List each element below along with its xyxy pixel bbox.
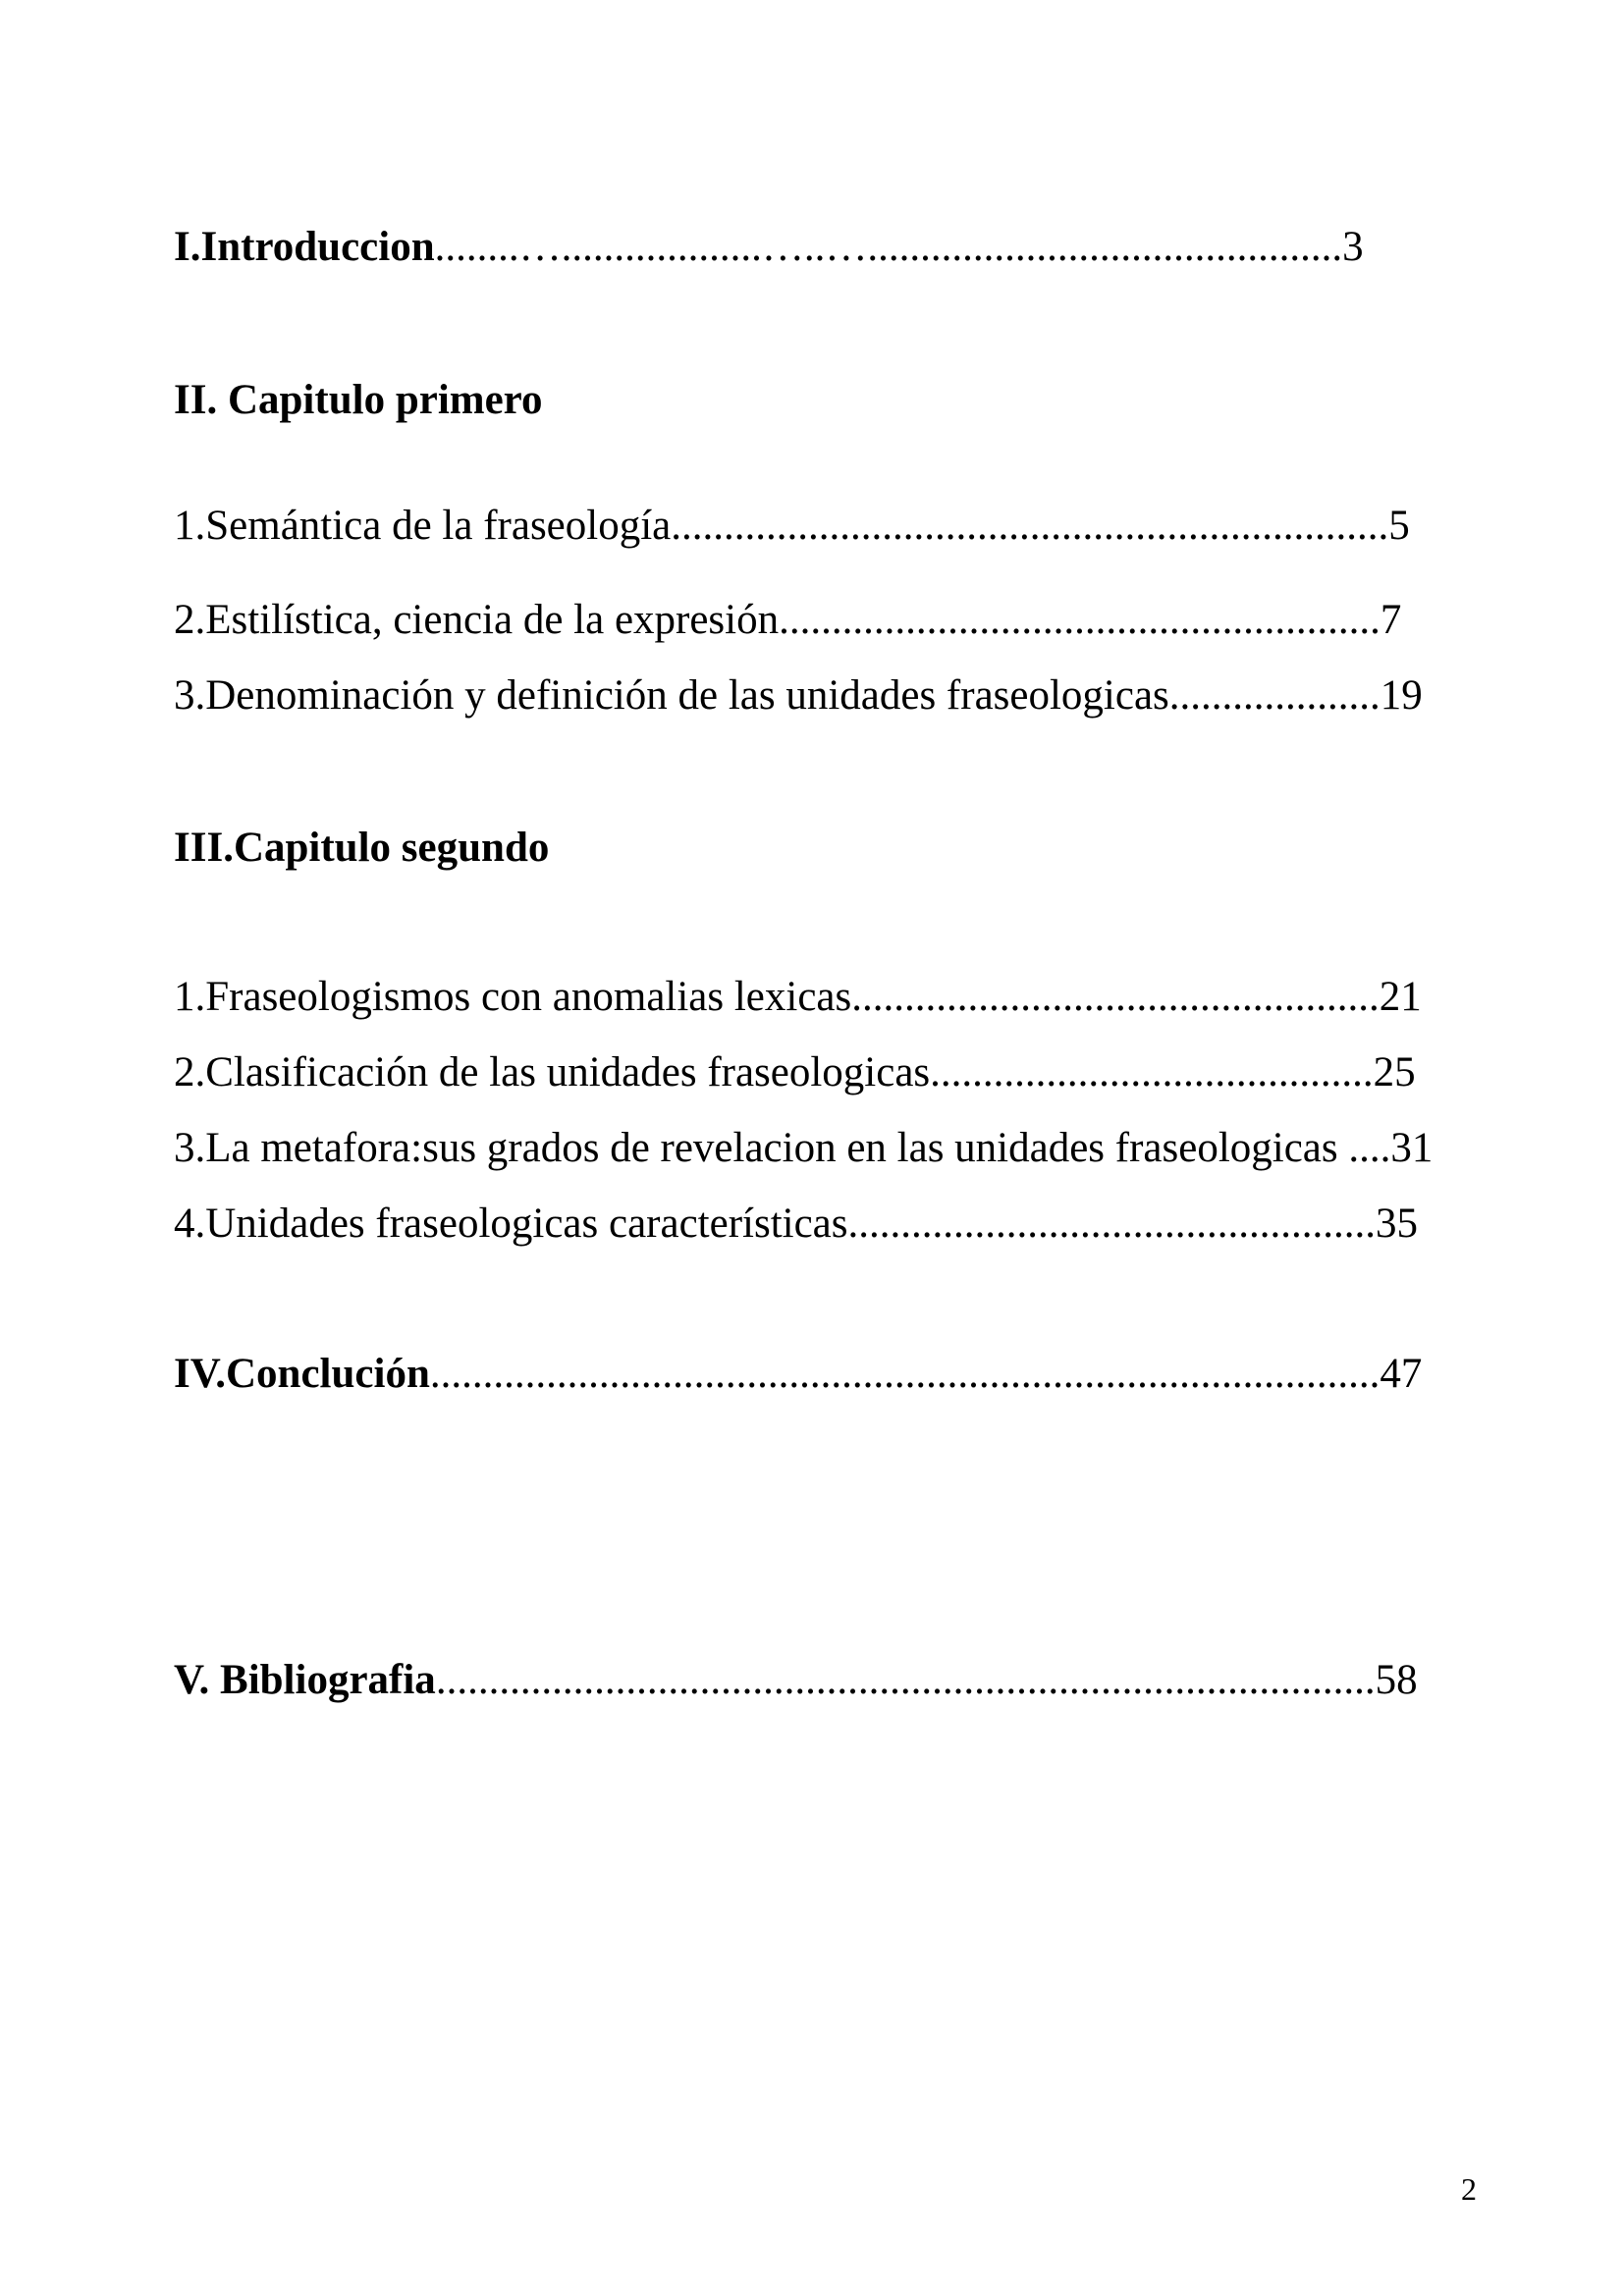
- toc-entry-text: 2.Estilística, ciencia de la expresión.........................................................: [174, 597, 1380, 643]
- toc-page-number: 5: [1388, 503, 1410, 549]
- toc-entry: [174, 1045, 1416, 1100]
- toc-entry-title: IV.Conclución: [174, 1351, 430, 1397]
- toc-page-number: 3: [1342, 224, 1364, 270]
- toc-page-number: 31: [1390, 1125, 1434, 1171]
- toc-leader-dots: ..........................................................................................: [429, 1351, 1380, 1397]
- toc-entry-title: V. Bibliografia: [174, 1657, 436, 1703]
- toc-entry-introduccion: [174, 220, 1364, 275]
- section-heading-capitulo-segundo: III.Capitulo segundo: [174, 825, 550, 871]
- toc-entry-text: 3.La metafora:sus grados de revelacion en las unidades fraseologicas ....: [174, 1125, 1391, 1171]
- toc-entry-conclucion: [174, 1347, 1422, 1402]
- toc-entry: [174, 668, 1423, 723]
- toc-entry-text: 3.Denominación y definición de las unidades fraseologicas....................: [174, 672, 1380, 719]
- toc-entry-text: 4.Unidades fraseologicas características..................................................: [174, 1201, 1376, 1247]
- toc-entry-title: I.Introduccion: [174, 224, 435, 270]
- toc-leader-dots: ........…...................…..….............................................: [434, 224, 1343, 270]
- toc-entry: [174, 499, 1410, 554]
- toc-page-number: 58: [1375, 1657, 1418, 1703]
- footer-page-number: 2: [1461, 2171, 1477, 2207]
- toc-entry-text: 1.Semántica de la fraseología....................................................................: [174, 503, 1389, 549]
- toc-page-number: 21: [1379, 974, 1422, 1020]
- toc-entry-text: 2.Clasificación de las unidades fraseologicas..........................................: [174, 1049, 1374, 1095]
- toc-entry: [174, 593, 1401, 648]
- toc-page-number: 35: [1376, 1201, 1418, 1247]
- toc-entry: [174, 970, 1422, 1025]
- toc-page-number: 19: [1380, 672, 1423, 719]
- toc-page-number: 47: [1380, 1351, 1423, 1397]
- toc-leader-dots: .........................................................................................: [435, 1657, 1376, 1703]
- toc-entry-text: 1.Fraseologismos con anomalias lexicas..................................................: [174, 974, 1380, 1020]
- toc-entry-bibliografia: [174, 1653, 1418, 1708]
- toc-entry: [174, 1121, 1433, 1176]
- toc-page-number: 7: [1380, 597, 1402, 643]
- toc-entry: [174, 1197, 1418, 1252]
- section-heading-capitulo-primero: II. Capitulo primero: [174, 377, 543, 423]
- toc-page-number: 25: [1373, 1049, 1416, 1095]
